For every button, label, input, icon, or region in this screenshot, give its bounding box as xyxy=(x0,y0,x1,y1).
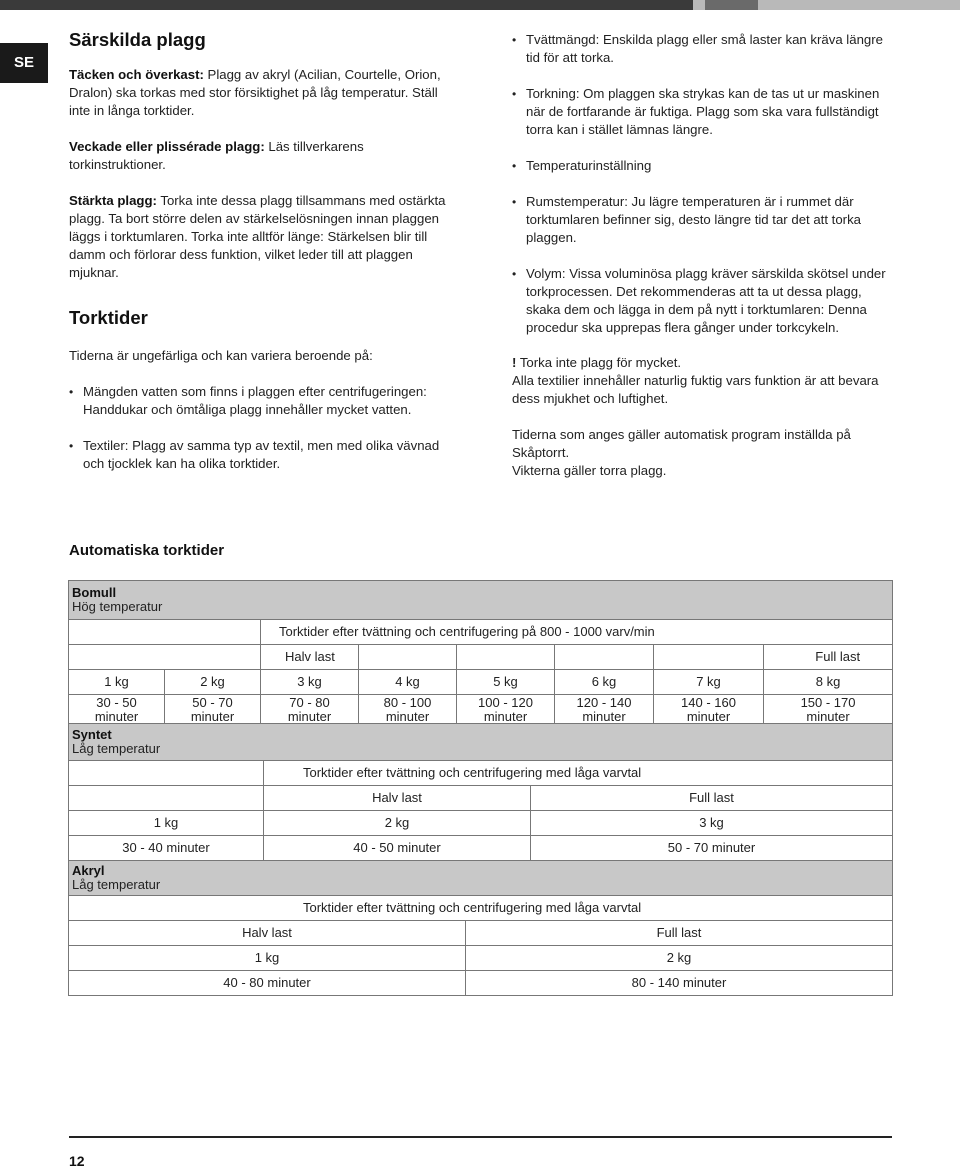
table-title: Automatiska torktider xyxy=(69,542,225,559)
time-cell: 80 - 140 minuter xyxy=(466,971,893,996)
bullet-item xyxy=(69,437,459,473)
time-range: 120 - 140 xyxy=(576,694,632,710)
paragraph-blankets xyxy=(69,66,459,120)
fabric-header-cotton xyxy=(69,581,893,620)
warning-title-text: Torka inte plagg för mycket. xyxy=(516,355,682,370)
time-cell xyxy=(165,695,261,725)
section-title-drying-times: Torktider xyxy=(69,307,148,328)
bullet-item xyxy=(69,383,459,419)
empty-cell xyxy=(457,645,555,670)
load-cell: 2 kg xyxy=(264,811,531,836)
page-number: 12 xyxy=(69,1153,85,1169)
fabric-name: Syntet xyxy=(72,727,112,742)
half-load-label: Halv last xyxy=(264,786,531,811)
time-cell: 40 - 80 minuter xyxy=(69,971,466,996)
time-unit: minuter xyxy=(582,708,626,724)
text-pleated: Läs tillverkarens torkinstruktioner. xyxy=(69,139,364,172)
load-cell: 2 kg xyxy=(165,670,261,695)
table-subtitle: Torktider efter tvättning och centrifugering på 800 - 1000 varv/min xyxy=(261,620,893,645)
time-cell: 30 - 40 minuter xyxy=(69,836,264,861)
table-subtitle: Torktider efter tvättning och centrifugering med låga varvtal xyxy=(69,896,893,921)
fabric-header-acrylic xyxy=(69,861,893,896)
label-pleated: Veckade eller plissérade plagg: xyxy=(69,139,265,154)
bullet-text: Temperaturinställning xyxy=(526,158,652,173)
empty-cell xyxy=(69,645,261,670)
bullet-dot: • xyxy=(512,195,517,209)
time-cell xyxy=(359,695,457,725)
fabric-temperature: Låg temperatur xyxy=(72,741,161,756)
full-load-label: Full last xyxy=(764,645,893,670)
time-range: 50 - 70 xyxy=(192,694,233,710)
time-cell: 50 - 70 minuter xyxy=(531,836,893,861)
load-cell: 6 kg xyxy=(555,670,654,695)
drying-times-table-cotton xyxy=(68,580,893,725)
full-load-label: Full last xyxy=(531,786,893,811)
right-column xyxy=(512,31,892,480)
fabric-name: Akryl xyxy=(72,863,105,878)
footer-divider xyxy=(69,1136,892,1138)
empty-cell xyxy=(555,645,654,670)
bullet-text: Torkning: Om plaggen ska strykas kan de tas ut ur maskinen när de fortfarande är fuktiga. Plagg som ska vara fullständigt torra kan i stället lämnas längre. xyxy=(526,86,880,137)
empty-cell xyxy=(359,645,457,670)
time-cell xyxy=(764,695,893,725)
full-load-label: Full last xyxy=(466,921,893,946)
load-cell: 7 kg xyxy=(654,670,764,695)
empty-cell xyxy=(69,620,261,645)
table-subtitle: Torktider efter tvättning och centrifugering med låga varvtal xyxy=(264,761,893,786)
section-title-special-garments: Särskilda plagg xyxy=(69,29,206,50)
time-cell xyxy=(457,695,555,725)
bullet-text: Textiler: Plagg av samma typ av textil, men med olika vävnad och tjocklek kan ha olika torktider. xyxy=(83,438,440,471)
bullet-item xyxy=(512,157,892,175)
text-starched: Torka inte dessa plagg tillsammans med ostärkta plagg. Ta bort större delen av stärkelselösningen innan plaggen läggs i torktumlaren. Torka inte alltför länge: Stärkelsen blir till damm och förlorar dess funktion, vilket leder till att plaggen mjuknar. xyxy=(69,193,446,280)
bullet-text: Mängden vatten som finns i plaggen efter centrifugeringen: Handdukar och ömtåliga plagg innehåller mycket vatten. xyxy=(83,384,427,417)
text-blankets: Plagg av akryl (Acilian, Courtelle, Orion, Dralon) ska torkas med stor försiktighet på låg temperatur. Ställ inte in långa torktider. xyxy=(69,67,441,118)
time-cell xyxy=(261,695,359,725)
empty-cell xyxy=(69,761,264,786)
bullet-text: Volym: Vissa voluminösa plagg kräver särskilda skötsel under torkprocessen. Det rekommenderas att ta ut dessa plagg, skaka dem och lägga in dem på nytt i torktumlaren: Denna procedur ska upprepas flera gånger under torkcykeln. xyxy=(526,266,886,335)
load-cell: 4 kg xyxy=(359,670,457,695)
time-unit: minuter xyxy=(385,708,430,724)
time-range: 140 - 160 xyxy=(681,694,736,710)
bullet-text: Tvättmängd: Enskilda plagg eller små laster kan kräva längre tid för att torka. xyxy=(526,32,883,65)
time-cell xyxy=(654,695,764,725)
note-weights: Vikterna gäller torra plagg. xyxy=(512,463,667,478)
bullet-dot: • xyxy=(512,159,517,173)
empty-cell xyxy=(654,645,764,670)
warning-text: Alla textilier innehåller naturlig fuktig vars funktion är att bevara dess mjukhet och luftighet. xyxy=(512,373,879,406)
note-program: Tiderna som anges gäller automatisk program inställda på Skåptorrt. xyxy=(512,427,851,460)
load-cell: 3 kg xyxy=(531,811,893,836)
half-load-label: Halv last xyxy=(69,921,466,946)
load-cell: 2 kg xyxy=(466,946,893,971)
time-cell xyxy=(69,695,165,725)
top-bar-mid-segment xyxy=(705,0,758,10)
time-range: 30 - 50 xyxy=(96,694,137,710)
time-cell xyxy=(555,695,654,725)
intro-text: Tiderna är ungefärliga och kan variera beroende på: xyxy=(69,348,373,363)
load-cell: 1 kg xyxy=(69,670,165,695)
time-range: 150 - 170 xyxy=(800,694,856,710)
time-range: 80 - 100 xyxy=(383,694,432,710)
bullet-item xyxy=(512,193,892,247)
bullet-item xyxy=(512,265,892,337)
bullet-dot: • xyxy=(512,267,517,281)
bullet-item xyxy=(512,31,892,67)
empty-cell xyxy=(69,786,264,811)
time-cell: 40 - 50 minuter xyxy=(264,836,531,861)
warning-icon: ! xyxy=(512,355,517,370)
bullet-dot: • xyxy=(512,33,517,47)
top-bar-light-end xyxy=(758,0,960,10)
paragraph-pleated xyxy=(69,138,459,174)
fabric-header-synthetic xyxy=(69,724,893,761)
time-range: 100 - 120 xyxy=(478,694,533,710)
warning-title xyxy=(512,354,892,372)
fabric-name: Bomull xyxy=(72,585,117,600)
time-unit: minuter xyxy=(483,708,528,724)
load-cell: 5 kg xyxy=(457,670,555,695)
language-tab: SE xyxy=(0,43,48,83)
top-color-bar xyxy=(0,0,960,10)
bullet-text: Rumstemperatur: Ju lägre temperaturen är i rummet där torktumlaren befinner sig, desto längre tid tar det att torka plaggen. xyxy=(526,194,861,245)
label-blankets: Täcken och överkast: xyxy=(69,67,204,82)
left-column xyxy=(69,28,459,473)
time-range: 70 - 80 xyxy=(289,694,330,710)
drying-times-table-synthetic xyxy=(68,723,893,861)
time-unit: minuter xyxy=(287,708,332,724)
drying-times-table-acrylic xyxy=(68,860,893,996)
paragraph-starched xyxy=(69,192,459,282)
load-cell: 3 kg xyxy=(261,670,359,695)
top-bar-light-segment xyxy=(693,0,705,10)
bullet-dot: • xyxy=(69,385,74,399)
half-load-label: Halv last xyxy=(261,645,359,670)
label-starched: Stärkta plagg: xyxy=(69,193,157,208)
time-unit: minuter xyxy=(686,708,731,724)
time-unit: minuter xyxy=(806,708,850,724)
load-cell: 8 kg xyxy=(764,670,893,695)
bullet-item xyxy=(512,85,892,139)
bullet-dot: • xyxy=(69,439,74,453)
bullet-dot: • xyxy=(512,87,517,101)
time-unit: minuter xyxy=(94,708,139,724)
load-cell: 1 kg xyxy=(69,946,466,971)
load-cell: 1 kg xyxy=(69,811,264,836)
fabric-temperature: Låg temperatur xyxy=(72,877,161,892)
top-bar-dark-segment xyxy=(0,0,693,10)
fabric-temperature: Hög temperatur xyxy=(72,599,163,614)
time-unit: minuter xyxy=(190,708,235,724)
